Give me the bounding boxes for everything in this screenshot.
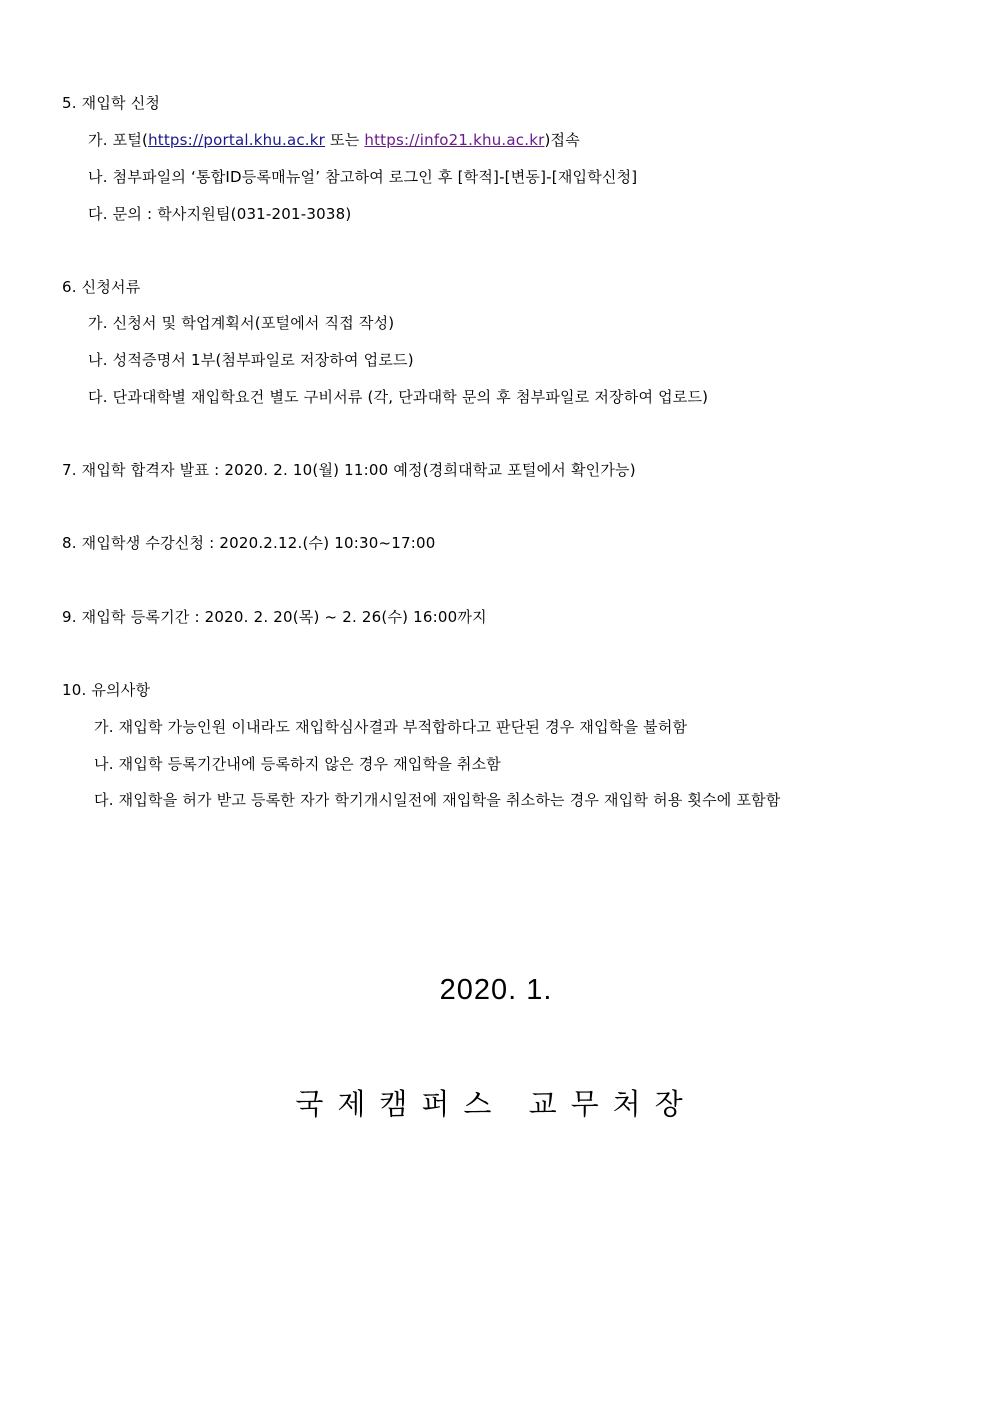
- section-5-heading: 5. 재입학 신청: [62, 94, 161, 112]
- section-7-heading: 7. 재입학 합격자 발표 : 2020. 2. 10(월) 11:00 예정(경희대학교 포털에서 확인가능): [62, 461, 636, 479]
- section-6-item-b: 나. 성적증명서 1부(첨부파일로 저장하여 업로드): [88, 351, 414, 369]
- section-6-item-c: 다. 단과대학별 재입학요건 별도 구비서류 (각, 단과대학 문의 후 첨부파일로 저장하여 업로드): [88, 388, 709, 406]
- section-8-heading: 8. 재입학생 수강신청 : 2020.2.12.(수) 10:30~17:00: [62, 534, 436, 552]
- section-5-item-a-prefix: 가. 포털(: [88, 131, 149, 149]
- section-10-item-a: 가. 재입학 가능인원 이내라도 재입학심사결과 부적합하다고 판단된 경우 재입학을 불허함: [94, 718, 688, 736]
- section-9-heading: 9. 재입학 등록기간 : 2020. 2. 20(목) ~ 2. 26(수) 16:00까지: [62, 608, 487, 626]
- section-10-item-c: 다. 재입학을 허가 받고 등록한 자가 학기개시일전에 재입학을 취소하는 경우 재입학 허용 횟수에 포함함: [94, 791, 781, 809]
- section-10-heading: 10. 유의사항: [62, 681, 151, 699]
- document-date: 2020. 1.: [439, 974, 553, 1006]
- section-6-item-a: 가. 신청서 및 학업계획서(포털에서 직접 작성): [88, 314, 395, 332]
- section-10-item-b: 나. 재입학 등록기간내에 등록하지 않은 경우 재입학을 취소함: [94, 755, 501, 773]
- section-5-item-a: [88, 130, 580, 150]
- section-5-item-b: 나. 첨부파일의 ‘통합ID등록매뉴얼’ 참고하여 로그인 후 [학적]-[변동]-[재입학신청]: [88, 168, 638, 186]
- issuer-signature: 국제캠퍼스 교무처장: [295, 1087, 697, 1121]
- section-5-item-a-suffix: )접속: [544, 131, 580, 149]
- section-6-heading: 6. 신청서류: [62, 278, 141, 296]
- portal-link[interactable]: https://portal.khu.ac.kr: [148, 131, 326, 149]
- info21-link[interactable]: https://info21.khu.ac.kr: [364, 131, 545, 149]
- section-5-item-a-middle: 또는: [325, 131, 365, 149]
- section-5-item-c: 다. 문의 : 학사지원팀(031-201-3038): [88, 205, 352, 223]
